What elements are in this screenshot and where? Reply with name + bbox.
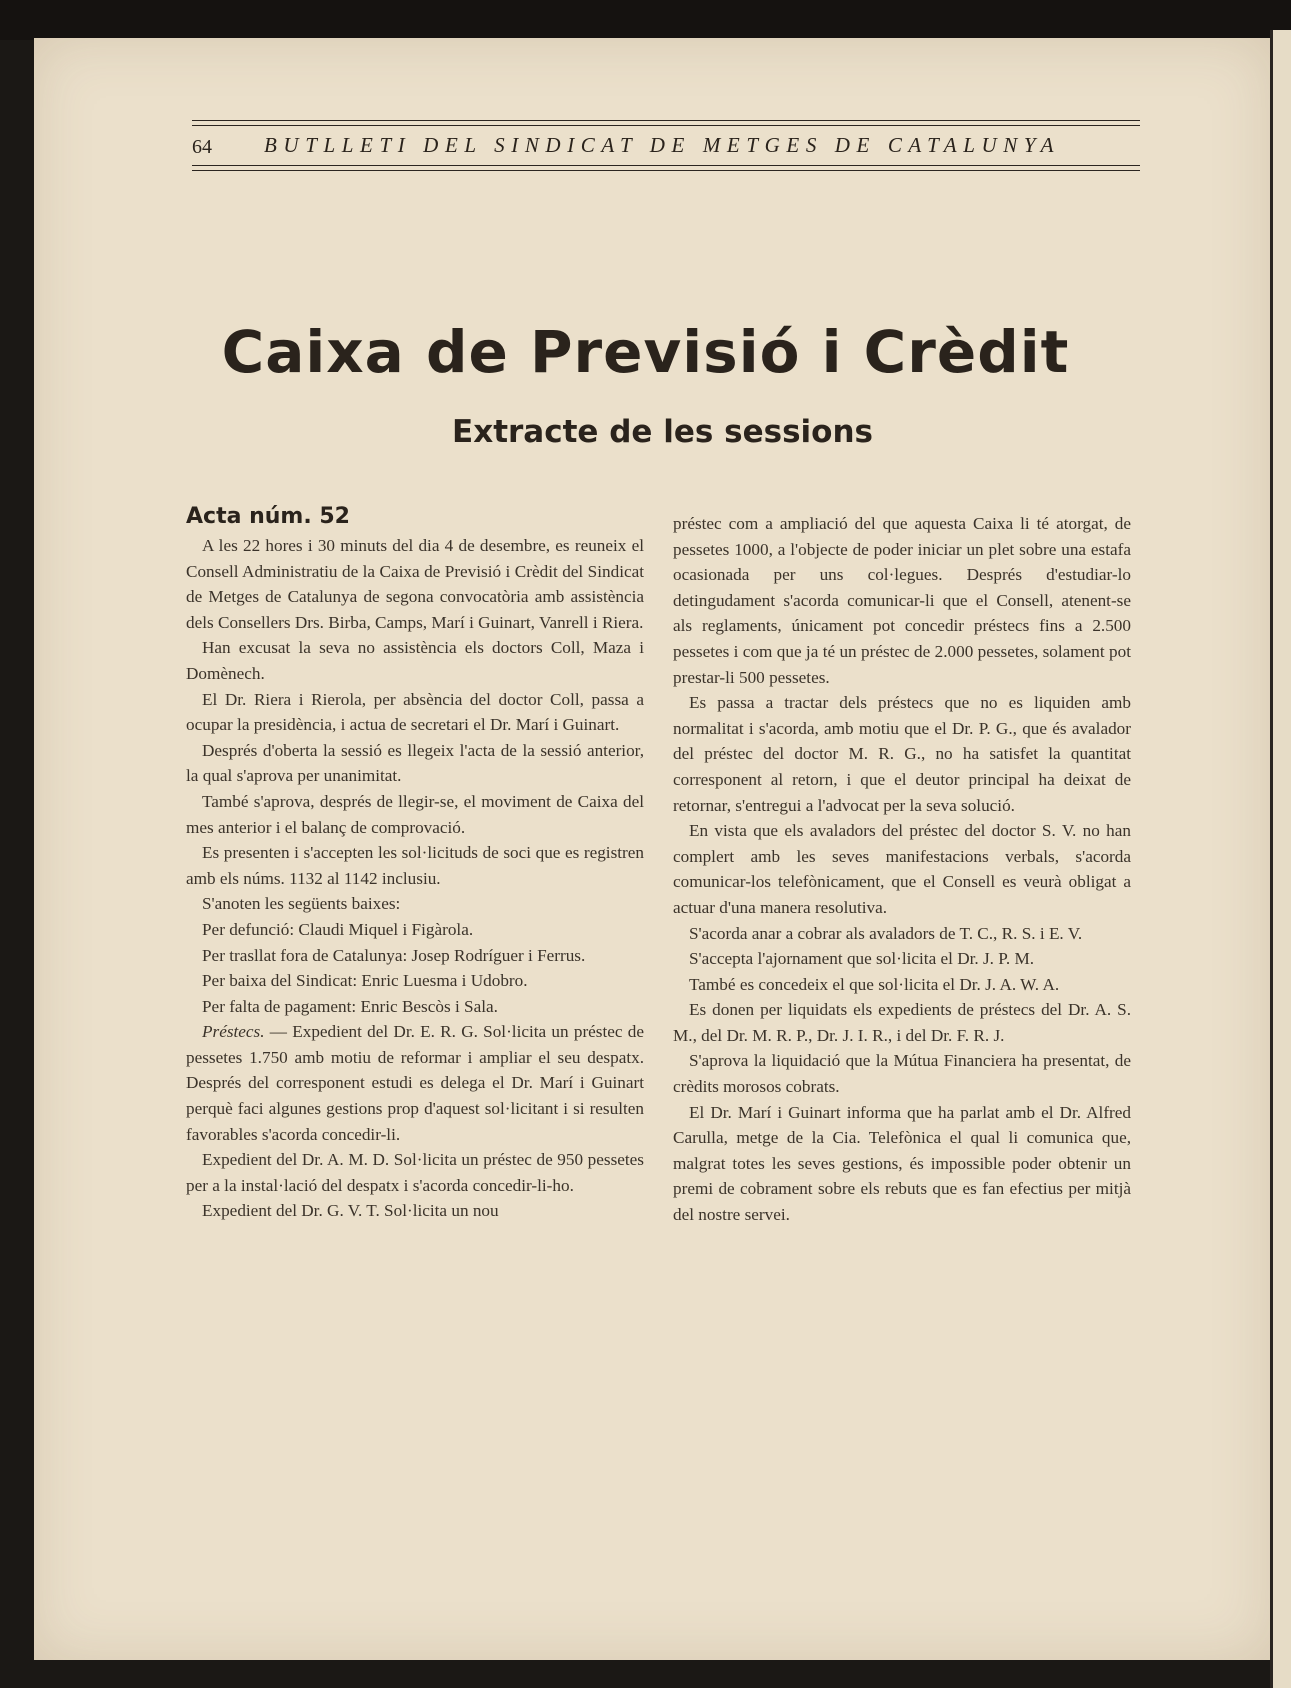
header-rule-bottom bbox=[192, 170, 1140, 171]
paragraph: Es presenten i s'accepten les sol·licituds de soci que es registren amb els núms. 1132 al 1142 inclusiu. bbox=[186, 843, 644, 888]
paragraph: El Dr. Riera i Rierola, per absència del doctor Coll, passa a ocupar la presidència, i actua de secretari el Dr. Marí i Guinart. bbox=[186, 689, 644, 735]
article-title: Caixa de Previsió i Crèdit bbox=[221, 318, 1070, 386]
paragraph: Expedient del Dr. G. V. T. Sol·licita un nou bbox=[202, 1201, 499, 1221]
paragraph: Per baixa del Sindicat: Enric Luesma i Udobro. bbox=[202, 971, 528, 991]
page-number: 64 bbox=[192, 136, 212, 158]
acta-heading: Acta núm. 52 bbox=[186, 504, 350, 529]
journal-title: BUTLLETI DEL SINDICAT DE METGES DE CATALUNYA bbox=[264, 133, 1061, 157]
paragraph: S'anoten les següents baixes: bbox=[202, 894, 401, 914]
paragraph: Després d'oberta la sessió es llegeix l'acta de la sessió anterior, la qual s'aprova per unanimitat. bbox=[186, 740, 644, 786]
header-rule-bottom-thin bbox=[192, 165, 1140, 166]
paragraph: Es donen per liquidats els expedients de préstecs del Dr. A. S. M., del Dr. M. R. P., Dr. J. I. R., i del Dr. F. R. J. bbox=[673, 1000, 1131, 1045]
paragraph: S'acorda anar a cobrar als avaladors de T. C., R. S. i E. V. bbox=[689, 923, 1083, 943]
scan-background bbox=[0, 0, 1291, 40]
paragraph: S'accepta l'ajornament que sol·licita el Dr. J. P. M. bbox=[689, 949, 1035, 969]
paragraph: Han excusat la seva no assistència els doctors Coll, Maza i Domènech. bbox=[186, 638, 644, 683]
paragraph: També es concedeix el que sol·licita el Dr. J. A. W. A. bbox=[689, 974, 1060, 994]
prestecs-paragraph bbox=[186, 1019, 644, 1147]
paragraph: També s'aprova, després de llegir-se, el moviment de Caixa del mes anterior i el balanç de comprovació. bbox=[186, 791, 644, 837]
paragraph: Per trasllat fora de Catalunya: Josep Rodríguer i Ferrus. bbox=[202, 945, 586, 965]
article-subtitle: Extracte de les sessions bbox=[452, 414, 873, 450]
left-column bbox=[186, 503, 644, 1224]
paragraph: S'aprova la liquidació que la Mútua Financiera ha presentat, de crèdits morosos cobrats. bbox=[673, 1051, 1131, 1097]
paragraph: Es passa a tractar dels préstecs que no es liquiden amb normalitat i s'acorda, amb motiu que el Dr. P. G., que és avalador del préstec del doctor M. R. G., no ha satisfet la quantitat corresponent al retorn, i que el deutor principal ha deixat de retornar, s'entregui a l'advocat per la seva solució. bbox=[673, 693, 1131, 815]
right-column bbox=[673, 511, 1131, 1228]
adjacent-page-edge bbox=[1270, 30, 1291, 1688]
prestecs-label: Préstecs. bbox=[202, 1022, 265, 1042]
paragraph: préstec com a ampliació del que aquesta Caixa li té atorgat, de pessetes 1000, a l'objecte de poder iniciar un plet sobre una estafa ocasionada per uns col·legues. Després d'estudiar-lo detingudament s'acorda comunicar-li que el Consell, atenent-se als reglaments, únicament pot concedir préstecs fins a 2.500 pessetes i com que ja té un préstec de 2.000 pessetes, solament pot prestar-li 500 pessetes. bbox=[673, 514, 1131, 687]
paragraph: A les 22 hores i 30 minuts del dia 4 de desembre, es reuneix el Consell Administratiu de la Caixa de Previsió i Crèdit del Sindicat de Metges de Catalunya de segona convocatòria amb assistència dels Consellers Drs. Birba, Camps, Marí i Guinart, Vanrell i Riera. bbox=[186, 536, 644, 632]
running-header bbox=[192, 120, 1140, 176]
paragraph: En vista que els avaladors del préstec del doctor S. V. no han complert amb les seves manifestacions verbals, s'acorda comunicar-los telefònicament, que el Consell es veurà obligat a actuar d'una manera resolutiva. bbox=[673, 821, 1131, 917]
header-rule-top bbox=[192, 120, 1140, 121]
paragraph: Per defunció: Claudi Miquel i Figàrola. bbox=[202, 919, 474, 939]
header-rule-top-thin bbox=[192, 125, 1140, 126]
paragraph: Per falta de pagament: Enric Bescòs i Sala. bbox=[202, 996, 498, 1016]
paragraph: El Dr. Marí i Guinart informa que ha parlat amb el Dr. Alfred Carulla, metge de la Cia. Telefònica el qual li comunica que, malgrat totes les seves gestions, és impossible poder obtenir un premi de cobrament sobre els rebuts que es fan efectius per mitjà del nostre servei. bbox=[673, 1102, 1131, 1225]
prestecs-text: — Expedient del Dr. E. R. G. Sol·licita un préstec de pessetes 1.750 amb motiu de reformar i ampliar el seu despatx. Després del corresponent estudi es delega el Dr. Marí i Guinart perquè faci algunes gestions prop d'aquest sol·licitant i si resulten favorables s'acorda concedir-li. bbox=[186, 1022, 644, 1144]
paragraph: Expedient del Dr. A. M. D. Sol·licita un préstec de 950 pessetes per a la instal·lació del despatx i s'acorda concedir-li-ho. bbox=[186, 1150, 644, 1195]
